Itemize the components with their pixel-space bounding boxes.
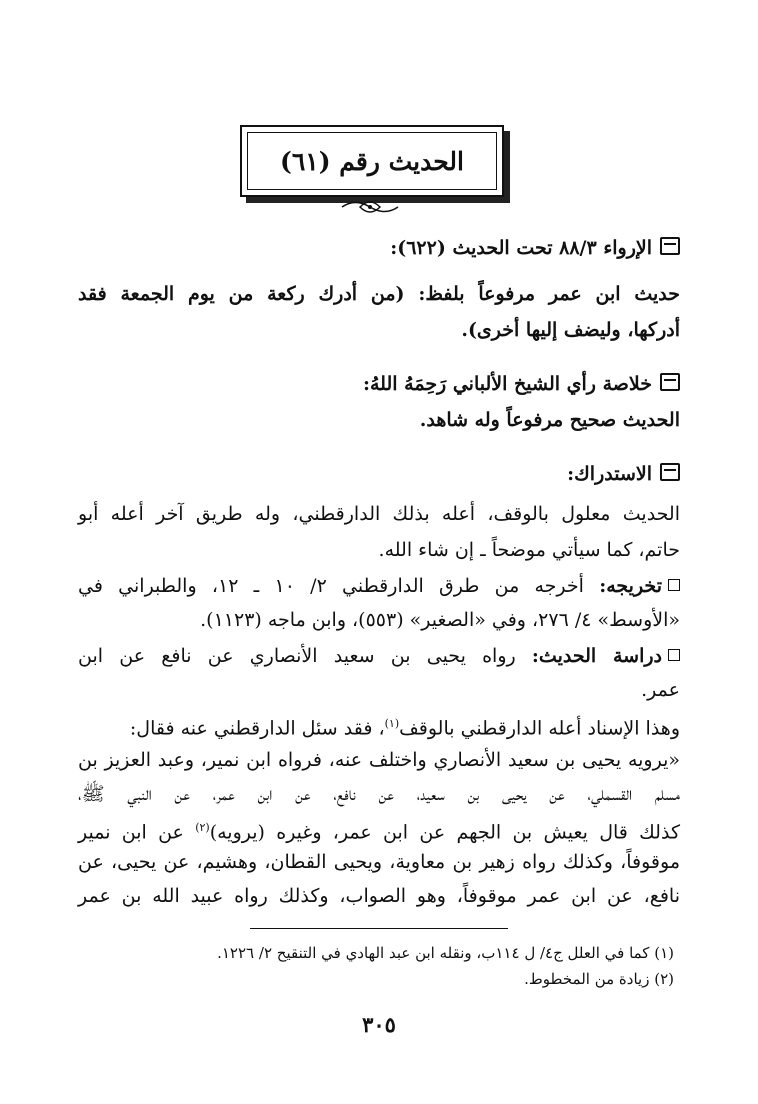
body-line-6: نافع، عن ابن عمر موقوفاً، وهو الصواب، وكذلك رواه عبيد الله بن عمر [78,885,680,907]
book-icon [660,237,680,255]
checkbox-square-icon [668,649,680,661]
section-summary-label: خلاصة رأي الشيخ الألباني رَحِمَهُ اللهُ: [78,370,680,398]
footnote-2: (٢) زيادة من المخطوط. [524,970,674,988]
page-number: ٣٠٥ [362,1012,396,1037]
section-irwa-label: الإرواء ٨٨/٣ تحت الحديث (٦٢٢): [78,234,680,262]
footnote-ref-2[interactable]: (٢) [195,821,210,834]
dirasa-label: دراسة الحديث: [531,645,663,667]
dirasa-line-2: عمر. [641,679,680,701]
body-line-4: كذلك قال يعيش بن الجهم عن ابن عمر، وغيره (يرويه)$^{(٢)}$ عن ابن نمير [78,821,680,844]
section-irwa-text-2: أدركها، وليضف إليها أخرى). [461,319,680,341]
title-frame [240,125,504,197]
body-line-2: «يرويه يحيى بن سعيد الأنصاري واختلف عنه، فرواه ابن نمير، وعبد العزيز بن [78,749,680,771]
section-summary-text: الحديث صحيح مرفوعاً وله شاهد. [419,409,680,431]
book-icon [660,373,680,391]
ornament-icon [340,196,400,218]
body-line-1: وهذا الإسناد أعله الدارقطني بالوقف$^{(١)}$، فقد سئل الدارقطني عنه فقال: [129,717,680,740]
footnote-1: (١) كما في العلل ج٤/ ل ١١٤ب، ونقله ابن عبد الهادي في التنقيح ٢/ ١٢٢٦. [217,944,674,962]
book-icon [660,463,680,481]
checkbox-square-icon [668,579,680,591]
footnote-separator [250,928,508,929]
istidrak-line-1: الحديث معلول بالوقف، أعله بذلك الدارقطني، وله طريق آخر أعله أبو [78,503,680,525]
istidrak-label: الاستدراك: [78,460,680,488]
takhrij-line-1: تخريجه: أخرجه من طرق الدارقطني ٢/ ١٠ ـ ١٢، والطبراني في [78,572,680,600]
footnote-ref-1[interactable]: (١) [384,717,400,730]
body-line-5: موقوفاً، وكذلك رواه زهير بن معاوية، ويحيى القطان، وهشيم، عن يحيى، عن [78,851,680,873]
body-line-3: مسلم القسملي، عن يحيى بن سعيد، عن نافع، عن ابن عمر، عن النبي ﷺ، [78,783,680,805]
page-title: الحديث رقم (٦١) [280,146,464,176]
dirasa-line-1: دراسة الحديث: رواه يحيى بن سعيد الأنصاري عن نافع عن ابن [78,642,680,670]
section-irwa-text-1: حديث ابن عمر مرفوعاً بلفظ: (من أدرك ركعة من يوم الجمعة فقد [78,283,680,305]
istidrak-line-2: حاتم، كما سيأتي موضحاً ـ إن شاء الله. [378,539,680,561]
takhrij-line-2: «الأوسط» ٤/ ٢٧٦، وفي «الصغير» (٥٥٣)، وابن ماجه (١١٢٣). [200,609,680,631]
takhrij-label: تخريجه: [599,575,662,597]
